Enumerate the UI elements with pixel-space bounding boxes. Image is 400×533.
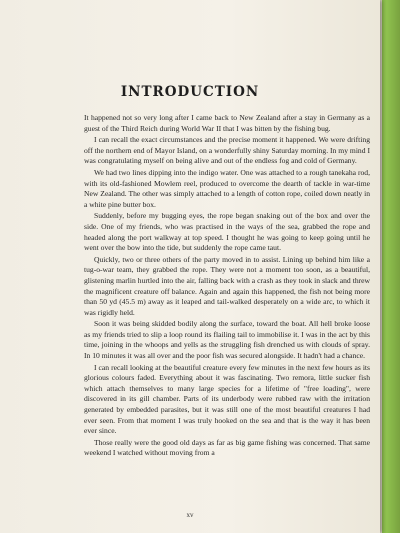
body-text	[84, 113, 370, 460]
paragraph: We had two lines dipping into the indigo water. One was attached to a rough tanekaha rod, with its old-fashioned Mowlem reel, produced to overcome the dearth of tackle in war-time New Zealand. The other was simply attached to a length of cotton rope, coiled down neatly in a white pine butter box.	[84, 167, 370, 209]
paragraph: It happened not so very long after I came back to New Zealand after a stay in Germany as a guest of the Third Reich during World War II that I was bitten by the fishing bug.	[84, 113, 370, 133]
paragraph: Soon it was being skidded bodily along the surface, toward the boat. All hell broke loose as my friends tried to slip a loop round its flailing tail to immobilise it. I was in the act by this time, joining in the whoops and yells as the struggling fish drenched us with clouds of spray. In 10 minutes it was all over and the poor fish was secured alongside. It hadn't had a chance.	[84, 319, 370, 361]
paragraph: Quickly, two or three others of the party moved in to assist. Lining up behind him like a tug-o-war team, they grabbed the rope. They were not a moment too soon, as a beautiful, glistening marlin hurtled into the air, falling back with a crash as they took in slack and threw the magnificent creature off balance. Again and again this happened, the fish not being more than 50 yd (45.5 m) away as it leaped and tail-walked desperately on a wide arc, to which it was rigidly held.	[84, 254, 370, 317]
paragraph: I can recall looking at the beautiful creature every few minutes in the next few hours as its glorious colours faded. Everything about it was fascinating. Two remora, little sucker fish which attach themselves to many large species for a lifetime of "free loading", were discovered in its gill chamber. Parts of its underbody were rubbed raw with the irritation generated by embedded parasites, but it was still one of the most beautiful creatures I had ever seen. From that moment I was truly hooked on the sea and that is the way it has been ever since.	[84, 362, 370, 436]
page-number: xv	[186, 511, 194, 519]
paragraph: Those really were the good old days as far as big game fishing was concerned. That same weekend I watched without moving from a	[84, 437, 370, 458]
paragraph: Suddenly, before my bugging eyes, the rope began snaking out of the box and over the side. One of my friends, who was practised in the ways of the sea, grabbed the rope and headed along the port walkway at top speed. I thought he was going to keep going until he went over the bow into the tide, but suddenly the rope came taut.	[84, 211, 370, 253]
chapter-heading: INTRODUCTION	[120, 84, 260, 100]
paragraph: I can recall the exact circumstances and the precise moment it happened. We were drifting off the northern end of Mayor Island, on a wonderfully shiny Saturday morning. In my mind I was congratulating myself on being alive and out of the endless fog and cold of Germany.	[84, 135, 370, 166]
